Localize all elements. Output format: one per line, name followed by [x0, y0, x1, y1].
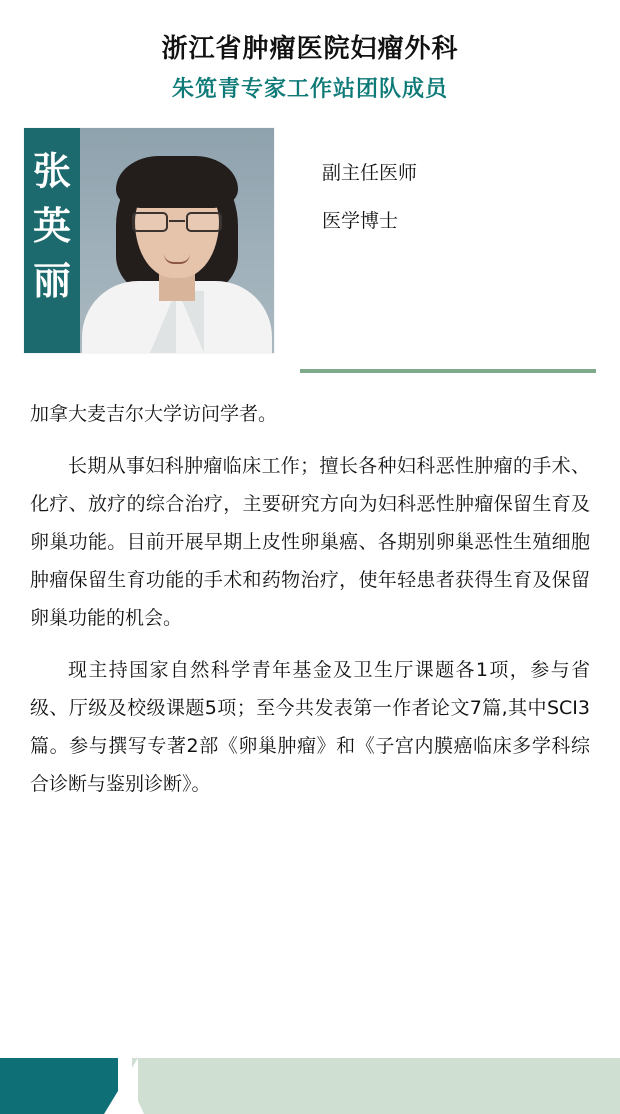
doctor-title-2: 医学博士 — [322, 210, 399, 233]
doctor-name-strip — [24, 128, 80, 353]
glasses-lens-left — [132, 212, 168, 232]
doctor-portrait-photo — [80, 128, 274, 353]
doctor-titles — [322, 128, 417, 234]
name-char-1: 张 — [32, 148, 71, 193]
name-char-2: 英 — [32, 203, 71, 248]
footer-bar-slant — [104, 1058, 138, 1114]
section-divider — [300, 369, 596, 373]
glasses-icon — [132, 212, 222, 234]
page-title: 浙江省肿瘤医院妇瘤外科 — [161, 34, 459, 64]
header — [0, 0, 620, 104]
footer-bar-light — [132, 1058, 620, 1114]
name-char-3: 丽 — [32, 258, 71, 303]
portrait-fringe — [116, 156, 238, 208]
profile-section — [0, 128, 620, 353]
glasses-bridge — [169, 220, 185, 222]
biography-paragraph-2: 长期从事妇科肿瘤临床工作；擅长各种妇科恶性肿瘤的手术、化疗、放疗的综合治疗，主要研究方向为妇科恶性肿瘤保留生育及卵巢功能。目前开展早期上皮性卵巢癌、各期别卵巢恶性生殖细胞肿瘤保留生育功能的手术和药物治疗，使年轻患者获得生育及保留卵巢功能的机会。 — [30, 454, 590, 629]
photo-block — [24, 128, 274, 353]
biography-text — [30, 395, 590, 803]
footer-bar-dark — [0, 1058, 118, 1114]
doctor-title-1: 副主任医师 — [322, 161, 418, 184]
page-subtitle: 朱笕青专家工作站团队成员 — [171, 77, 448, 103]
footer-bars — [0, 1058, 620, 1114]
biography-paragraph-1: 加拿大麦吉尔大学访问学者。 — [30, 402, 278, 425]
glasses-lens-right — [186, 212, 222, 232]
biography-paragraph-3: 现主持国家自然科学青年基金及卫生厅课题各1项，参与省级、厅级及校级课题5项；至今共发表第一作者论文7篇,其中SCI3篇。参与撰写专著2部《卵巢肿瘤》和《子宫内膜癌临床多学科综合诊断与鉴别诊断》。 — [30, 658, 590, 795]
